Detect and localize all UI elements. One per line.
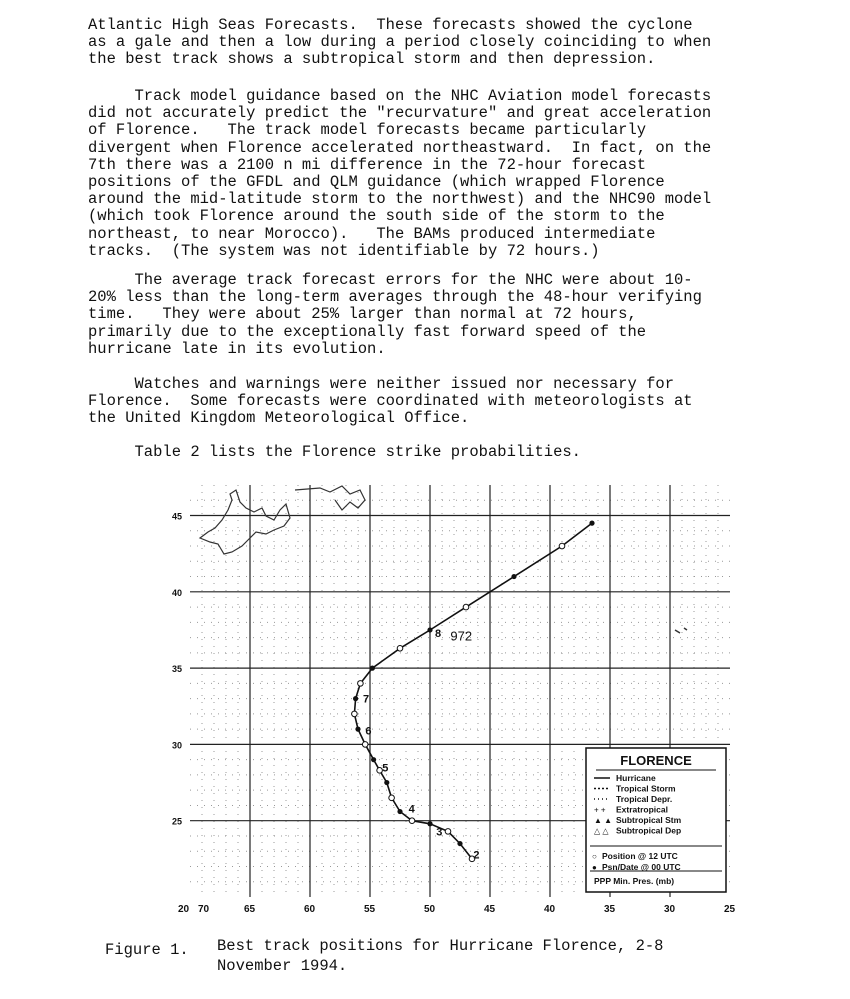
y-tick-label: 30 — [172, 740, 183, 751]
text-line: Track model guidance based on the NHC Aviation model forecasts — [88, 87, 712, 105]
text-line: primarily due to the exceptionally fast forward speed of the — [88, 322, 647, 341]
text-line: Florence. Some forecasts were coordinated with meteorologists at — [88, 392, 693, 411]
position-dot — [353, 696, 358, 701]
text-line: the United Kingdom Meteorological Office. — [88, 409, 470, 428]
track-map-figure — [170, 480, 740, 920]
position-dot — [427, 627, 432, 632]
x-tick-label: 50 — [424, 904, 436, 915]
text-line: Watches and warnings were neither issued nor necessary for — [88, 375, 674, 393]
island-shape — [675, 628, 687, 633]
y-tick-label: 25 — [172, 816, 183, 827]
position-dot — [397, 809, 402, 814]
track-line — [354, 523, 592, 862]
text-line: around the mid-latitude storm to the northwest) and the NHC90 model — [88, 190, 712, 209]
track-map — [170, 480, 740, 920]
position-dot — [511, 574, 516, 579]
legend-symbol: △ △ — [594, 826, 609, 836]
position-dot — [370, 666, 375, 671]
coastline-shape — [295, 486, 365, 510]
text-line: time. They were about 25% larger than normal at 72 hours, — [88, 305, 637, 324]
text-line: Atlantic High Seas Forecasts. These forecasts showed the cyclone — [88, 16, 693, 34]
text-line: hurricane late in its evolution. — [88, 339, 386, 358]
position-marker — [559, 543, 565, 549]
x-tick-label: 40 — [544, 904, 556, 915]
legend-item-label: Psn/Date @ 00 UTC — [602, 862, 681, 872]
paragraph-5 — [88, 444, 748, 461]
legend-item-label: Position @ 12 UTC — [602, 851, 678, 861]
paragraph-2 — [88, 88, 748, 260]
text-line: (which took Florence around the south side of the storm to the — [88, 207, 665, 226]
text-line: The average track forecast errors for the NHC were about 10- — [88, 271, 693, 289]
text-line: as a gale and then a low during a period closely coinciding to when — [88, 33, 712, 52]
paragraph-3 — [88, 272, 748, 358]
x-tick-label: 55 — [364, 904, 376, 915]
y-tick-label: 40 — [172, 587, 183, 598]
position-dot — [355, 727, 360, 732]
position-dot — [589, 521, 594, 526]
x-tick-label: 45 — [484, 904, 496, 915]
position-dot — [384, 780, 389, 785]
text-line: of Florence. The track model forecasts became particularly — [88, 121, 647, 140]
legend-item-label: Subtropical Dep — [616, 825, 682, 836]
date-label: 5 — [382, 762, 389, 775]
legend-symbol: ○ — [592, 852, 597, 861]
position-marker — [409, 818, 415, 824]
figure-caption-line-2: November 1994. — [217, 957, 348, 975]
legend-item-label: PPP Min. Pres. (mb) — [594, 876, 675, 886]
x-tick-label: 30 — [664, 904, 676, 915]
date-label: 3 — [436, 826, 443, 839]
text-line: tracks. (The system was not identifiable by 72 hours.) — [88, 241, 600, 260]
legend-item-label: Subtropical Stm — [616, 815, 682, 825]
legend-symbol: + + — [594, 805, 606, 815]
text-line: divergent when Florence accelerated northeastward. In fact, on the — [88, 138, 712, 157]
y-tick-label: 45 — [172, 511, 183, 522]
legend-item-label: Tropical Depr. — [616, 794, 673, 804]
text-line: did not accurately predict the "recurvature" and great acceleration — [88, 104, 712, 123]
legend-symbol: ▲ ▲ — [594, 816, 613, 825]
date-label: 7 — [363, 693, 370, 706]
position-marker — [463, 604, 469, 610]
text-line: 20% less than the long-term averages through the 48-hour verifying — [88, 288, 702, 307]
date-label: 4 — [408, 803, 415, 816]
x-tick-label: 35 — [604, 904, 616, 915]
legend-symbol: ● — [592, 863, 597, 872]
text-line: northeast, to near Morocco). The BAMs produced intermediate — [88, 224, 656, 243]
x-tick-label: 25 — [724, 904, 736, 915]
legend-item-label: Hurricane — [616, 773, 656, 783]
position-dot — [427, 821, 432, 826]
text-line: Table 2 lists the Florence strike probabilities. — [88, 443, 581, 461]
date-label: 8 — [435, 628, 442, 641]
position-marker — [445, 829, 451, 835]
position-dot — [457, 841, 462, 846]
position-marker — [362, 742, 368, 748]
x-tick-label: 70 — [198, 904, 210, 915]
position-marker — [397, 645, 403, 651]
position-marker — [358, 681, 364, 687]
figure-caption-line-1: Best track positions for Hurricane Florence, 2-8 — [217, 937, 664, 955]
y-tick-label: 20 — [178, 904, 190, 915]
date-label: 2 — [473, 849, 480, 862]
date-label: 6 — [365, 725, 372, 738]
y-tick-label: 35 — [172, 664, 183, 675]
position-marker — [389, 795, 395, 801]
position-dot — [371, 757, 376, 762]
legend-title: FLORENCE — [620, 753, 692, 768]
text-line: 7th there was a 2100 n mi difference in the 72-hour forecast — [88, 155, 647, 174]
text-line: the best track shows a subtropical storm and then depression. — [88, 50, 656, 69]
figure-label: Figure 1. — [105, 941, 189, 959]
paragraph-4 — [88, 376, 748, 428]
legend-item-label: Tropical Storm — [616, 783, 676, 794]
paragraph-1 — [88, 17, 748, 69]
position-marker — [352, 711, 358, 717]
pressure-annotation: 972 — [450, 628, 473, 644]
legend-item-label: Extratropical — [616, 804, 668, 815]
text-line: positions of the GFDL and QLM guidance (which wrapped Florence — [88, 173, 665, 192]
x-tick-label: 65 — [244, 904, 256, 915]
x-tick-label: 60 — [304, 904, 316, 915]
